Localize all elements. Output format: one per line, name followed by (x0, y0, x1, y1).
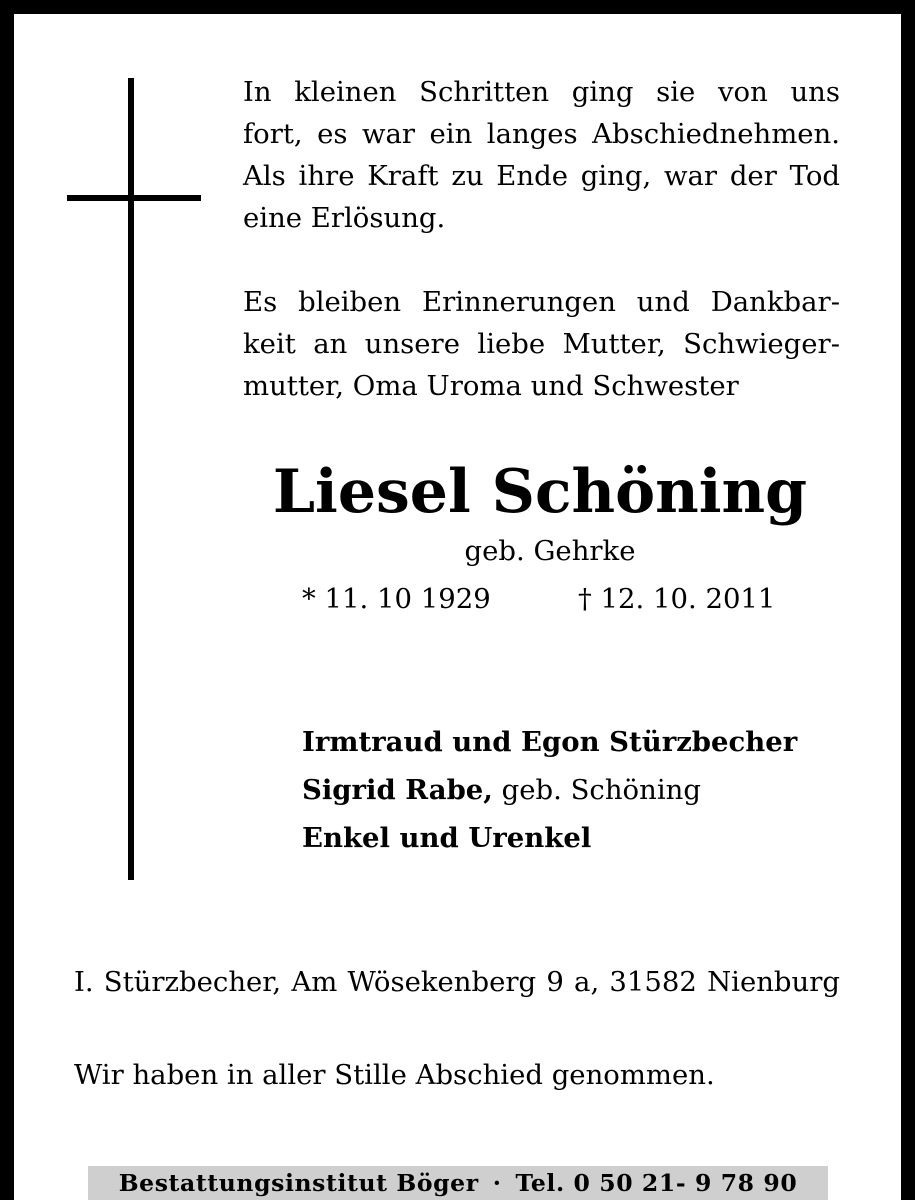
funeral-home-footer (88, 1166, 828, 1200)
funeral-home-phone: Tel. 0 50 21- 9 78 90 (515, 1169, 798, 1197)
mourner-row (302, 814, 797, 862)
death-date: † 12. 10. 2011 (578, 583, 776, 615)
poem-line: fort, es war ein langes Abschiednehmen. (243, 118, 840, 150)
poem-stanza-1 (243, 71, 840, 239)
mourner-name: Enkel und Urenkel (302, 822, 592, 854)
footer-separator: · (492, 1169, 502, 1197)
mourner-name: Sigrid Rabe, (302, 774, 493, 806)
poem-line: eine Erlösung. (243, 202, 446, 234)
poem-line: Als ihre Kraft zu Ende ging, war der Tod (243, 160, 840, 192)
poem-line: mutter, Oma Uroma und Schwester (243, 370, 739, 402)
poem-line: In kleinen Schritten ging sie von uns (243, 76, 840, 108)
mourners-list (302, 718, 797, 862)
deceased-name: Liesel Schöning (272, 457, 808, 527)
contact-address: I. Stürzbecher, Am Wösekenberg 9 a, 31582 Nienburg (74, 966, 840, 998)
closing-note: Wir haben in aller Stille Abschied genommen. (74, 1059, 715, 1091)
poem-line: keit an unsere liebe Mutter, Schwieger- (243, 328, 840, 360)
poem-stanza-2 (243, 281, 840, 407)
poem-line: Es bleiben Erinnerungen und Dankbar- (243, 286, 840, 318)
mourner-name: Irmtraud und Egon Stürzbecher (302, 726, 798, 758)
birth-date: * 11. 10 1929 (302, 583, 491, 615)
funeral-home-name: Bestattungsinstitut Böger (118, 1169, 479, 1197)
mourner-maiden-name: geb. Schöning (492, 774, 701, 806)
cross-horizontal-beam (67, 195, 201, 201)
mourner-row (302, 766, 797, 814)
maiden-name: geb. Gehrke (464, 535, 636, 567)
mourner-row (302, 718, 797, 766)
